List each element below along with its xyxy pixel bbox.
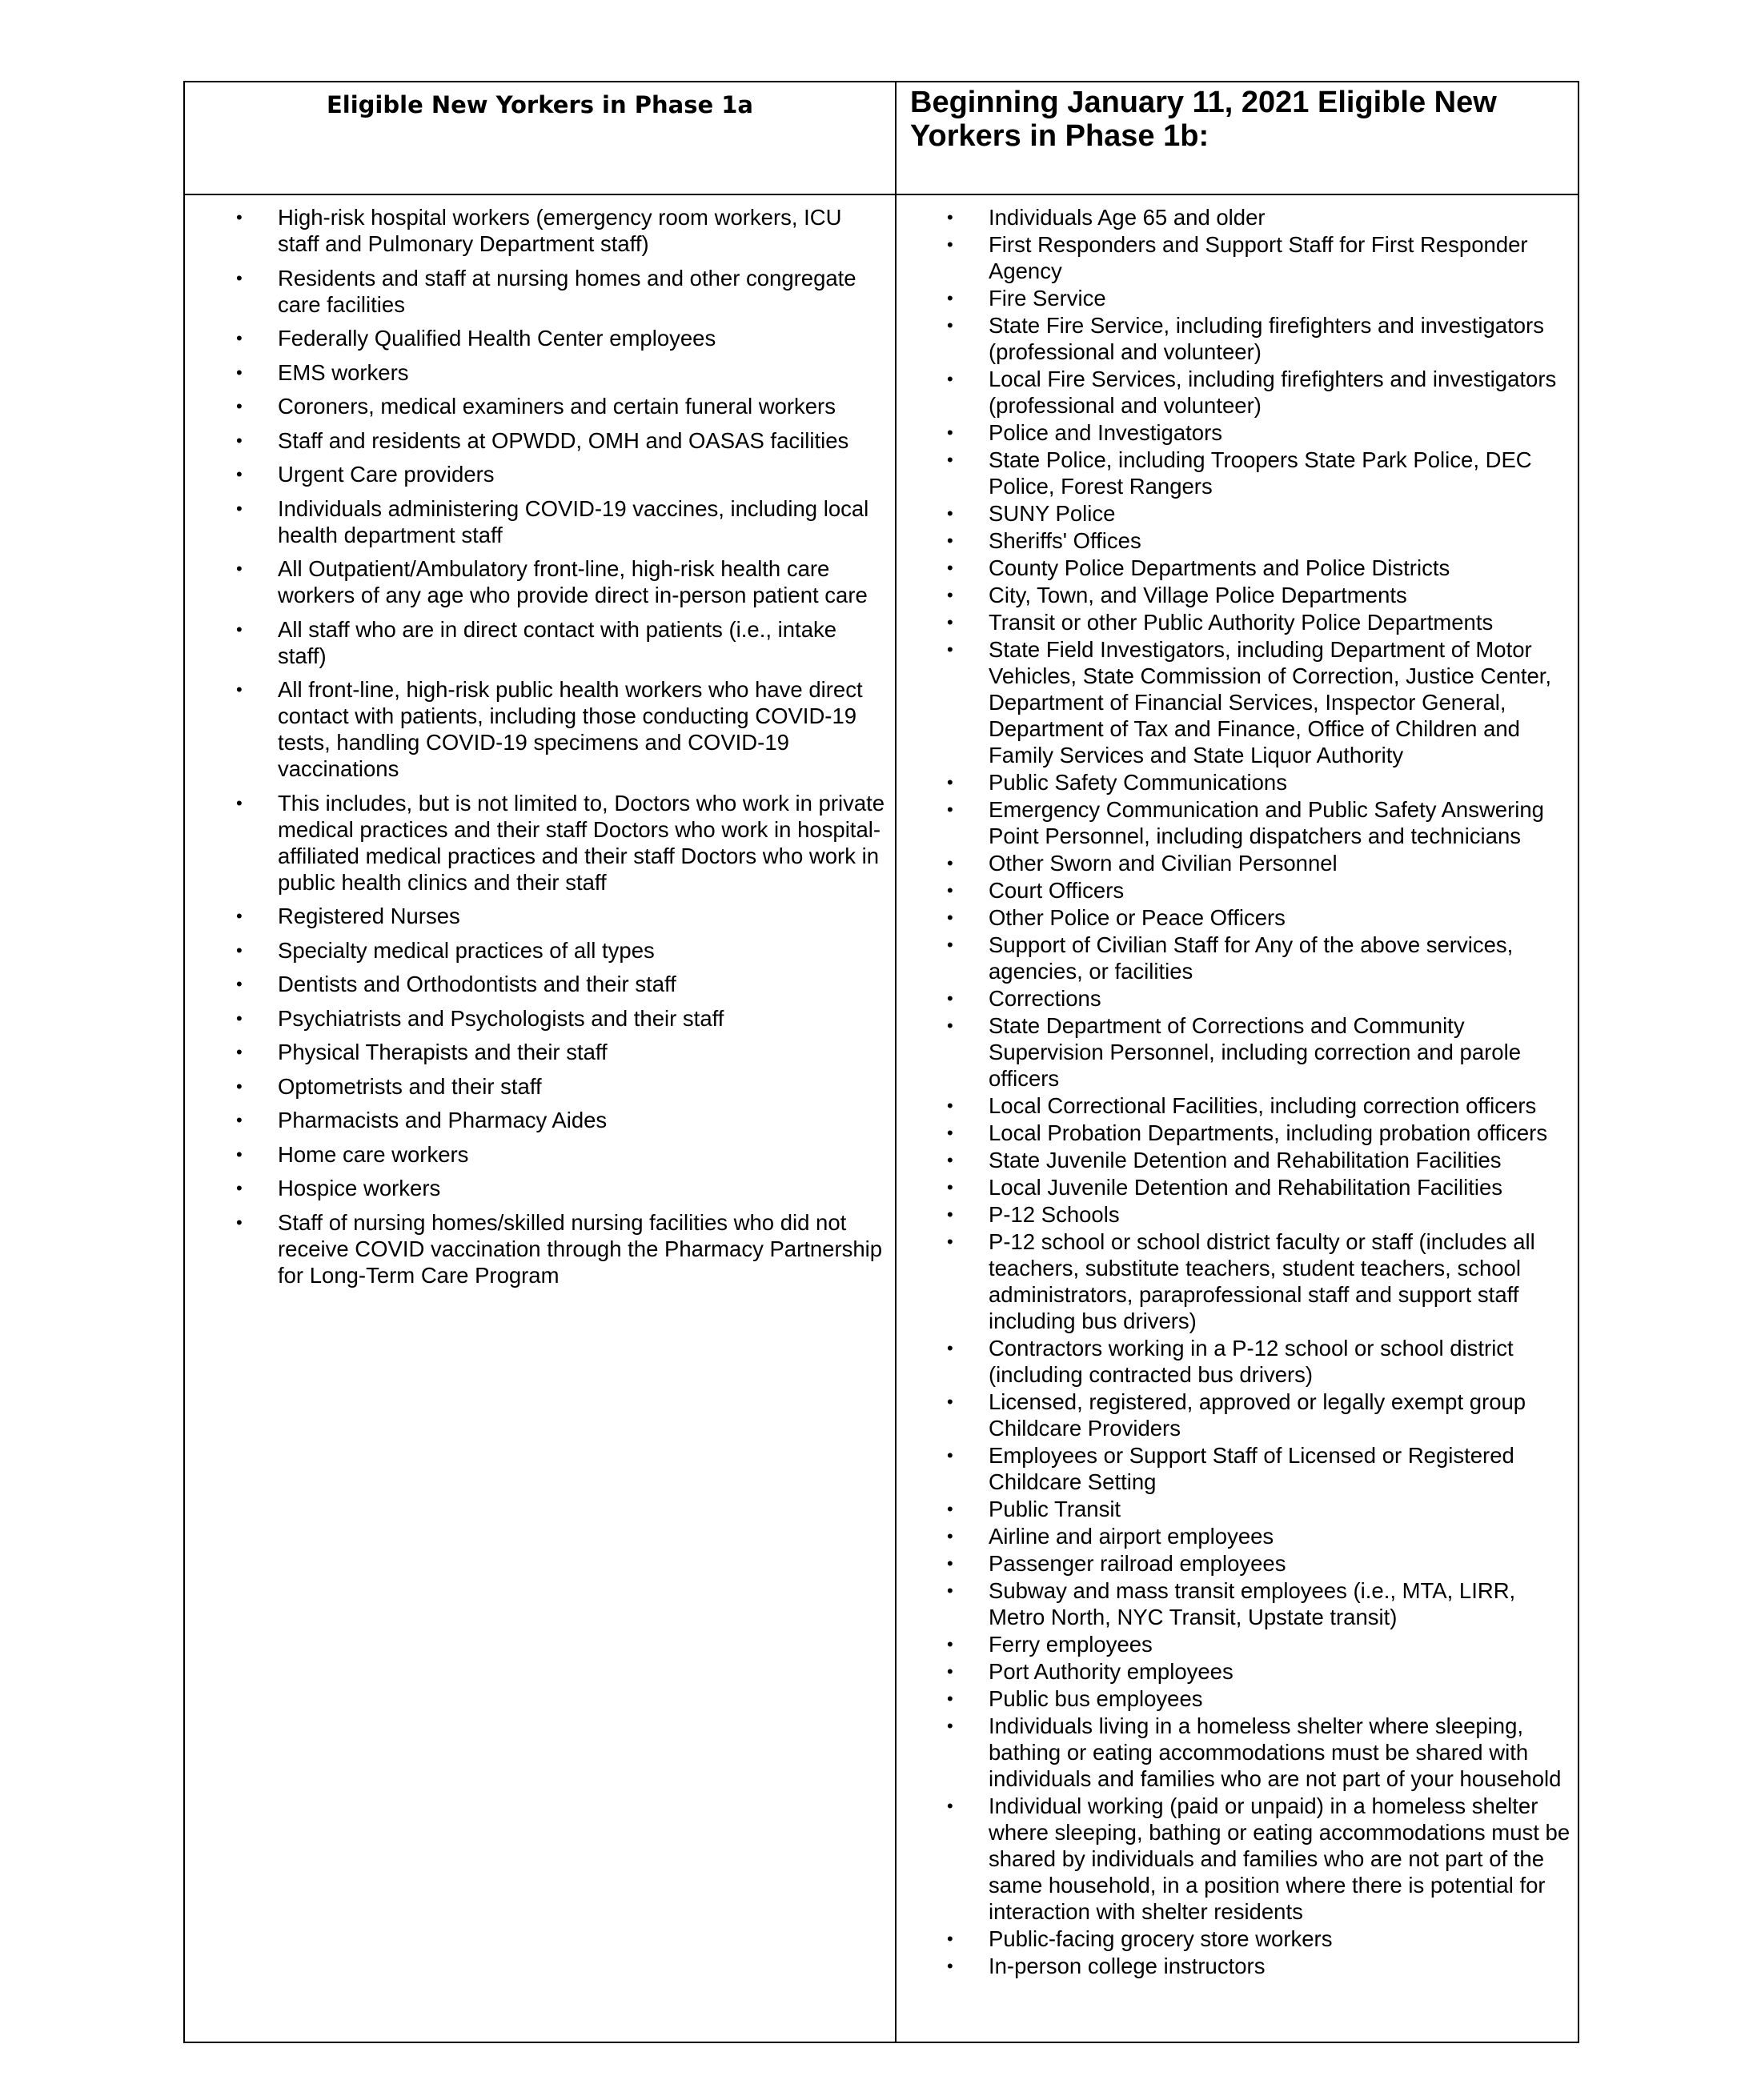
phase-1b-header: Beginning January 11, 2021 Eligible New Yorkers in Phase 1b: bbox=[910, 86, 1497, 153]
phase-1b-list-item: • Local Juvenile Detention and Rehabilitation Facilities bbox=[989, 1174, 1573, 1200]
phase-1b-list-item: • Support of Civilian Staff for Any of the above services, agencies, or facilities bbox=[989, 932, 1573, 984]
phase-1a-list-item: • Staff and residents at OPWDD, OMH and OASAS facilities bbox=[278, 427, 886, 454]
phase-1a-list-item: • Staff of nursing homes/skilled nursing facilities who did not receive COVID vaccination through the Pharmacy Partnership for Long-Term Care Program bbox=[278, 1209, 886, 1288]
phase-1a-list-item: • Urgent Care providers bbox=[278, 461, 886, 487]
phase-1a-list-item: • Optometrists and their staff bbox=[278, 1073, 886, 1100]
phase-1b-list-item: • Fire Service bbox=[989, 285, 1573, 311]
phase-1b-list-item: • SUNY Police bbox=[989, 500, 1573, 527]
phase-1a-list-item: • Dentists and Orthodontists and their staff bbox=[278, 971, 886, 997]
phase-1b-list-item: • Individuals Age 65 and older bbox=[989, 204, 1573, 230]
phase-1b-list-item: • Subway and mass transit employees (i.e., MTA, LIRR, Metro North, NYC Transit, Upstate transit) bbox=[989, 1577, 1573, 1630]
phase-1b-list-item: • Individual working (paid or unpaid) in a homeless shelter where sleeping, bathing or eating accommodations must be shared by individuals and families who are not part of the same household, in a position where there is potential for interaction with shelter residents bbox=[989, 1793, 1573, 1925]
phase-1a-list-item: • High-risk hospital workers (emergency room workers, ICU staff and Pulmonary Department staff) bbox=[278, 204, 886, 257]
phase-1a-header: Eligible New Yorkers in Phase 1a bbox=[326, 91, 753, 118]
phase-1b-list-item: • Public-facing grocery store workers bbox=[989, 1926, 1573, 1952]
phase-1b-list-item: • Contractors working in a P-12 school or school district (including contracted bus drivers) bbox=[989, 1335, 1573, 1388]
eligibility-table bbox=[183, 81, 1579, 2043]
phase-1a-list-item: • All Outpatient/Ambulatory front-line, high-risk health care workers of any age who provide direct in-person patient care bbox=[278, 555, 886, 608]
phase-1b-list-item: • Local Fire Services, including firefighters and investigators (professional and volunteer) bbox=[989, 366, 1573, 419]
phase-1b-list-item: • Court Officers bbox=[989, 877, 1573, 904]
phase-1b-list-item: • State Police, including Troopers State Park Police, DEC Police, Forest Rangers bbox=[989, 447, 1573, 499]
phase-1b-list-item: • Sheriffs' Offices bbox=[989, 527, 1573, 554]
phase-1b-list-item: • Public bus employees bbox=[989, 1685, 1573, 1712]
phase-1b-list bbox=[989, 204, 1573, 1980]
phase-1a-list-item: • Psychiatrists and Psychologists and their staff bbox=[278, 1005, 886, 1032]
phase-1a-list-item: • All front-line, high-risk public health workers who have direct contact with patients, including those conducting COVID-19 tests, handling COVID-19 specimens and COVID-19 vaccinations bbox=[278, 676, 886, 782]
phase-1a-list-item: • Pharmacists and Pharmacy Aides bbox=[278, 1107, 886, 1133]
phase-1a-list bbox=[278, 204, 886, 1296]
phase-1b-list-item: • P-12 Schools bbox=[989, 1201, 1573, 1228]
phase-1a-list-item: • Coroners, medical examiners and certain funeral workers bbox=[278, 393, 886, 419]
phase-1a-list-item: • Individuals administering COVID-19 vaccines, including local health department staff bbox=[278, 495, 886, 548]
phase-1b-list-item: • State Department of Corrections and Community Supervision Personnel, including correction and parole officers bbox=[989, 1012, 1573, 1092]
phase-1a-list-item: • Home care workers bbox=[278, 1141, 886, 1168]
phase-1b-list-item: • Transit or other Public Authority Police Departments bbox=[989, 609, 1573, 635]
phase-1a-list-item: • All staff who are in direct contact with patients (i.e., intake staff) bbox=[278, 616, 886, 669]
phase-1b-list-item: • First Responders and Support Staff for First Responder Agency bbox=[989, 231, 1573, 284]
phase-1b-list-item: • Other Police or Peace Officers bbox=[989, 904, 1573, 931]
phase-1b-list-item: • City, Town, and Village Police Departments bbox=[989, 582, 1573, 608]
phase-1a-list-item: • Physical Therapists and their staff bbox=[278, 1039, 886, 1065]
phase-1b-list-item: • Ferry employees bbox=[989, 1631, 1573, 1657]
phase-1b-list-item: • Public Safety Communications bbox=[989, 769, 1573, 796]
phase-1b-list-item: • Port Authority employees bbox=[989, 1658, 1573, 1685]
phase-1b-list-item: • In-person college instructors bbox=[989, 1953, 1573, 1979]
phase-1b-list-item: • P-12 school or school district faculty or staff (includes all teachers, substitute teachers, student teachers, school administrators, paraprofessional staff and support staff including bus drivers) bbox=[989, 1228, 1573, 1334]
phase-1b-list-item: • State Juvenile Detention and Rehabilitation Facilities bbox=[989, 1147, 1573, 1173]
phase-1a-list-item: • Federally Qualified Health Center employees bbox=[278, 325, 886, 351]
phase-1b-list-item: • Local Correctional Facilities, including correction officers bbox=[989, 1092, 1573, 1119]
phase-1b-list-item: • Other Sworn and Civilian Personnel bbox=[989, 850, 1573, 876]
phase-1a-list-item: • EMS workers bbox=[278, 359, 886, 386]
phase-1b-list-item: • Licensed, registered, approved or legally exempt group Childcare Providers bbox=[989, 1389, 1573, 1441]
phase-1a-list-item: • Residents and staff at nursing homes and other congregate care facilities bbox=[278, 265, 886, 318]
phase-1b-list-item: • Individuals living in a homeless shelter where sleeping, bathing or eating accommodations must be shared with individuals and families who are not part of your household bbox=[989, 1713, 1573, 1792]
phase-1b-list-item: • Police and Investigators bbox=[989, 419, 1573, 446]
phase-1b-list-item: • Emergency Communication and Public Safety Answering Point Personnel, including dispatchers and technicians bbox=[989, 796, 1573, 849]
phase-1b-list-item: • County Police Departments and Police Districts bbox=[989, 555, 1573, 581]
phase-1b-list-item: • State Field Investigators, including Department of Motor Vehicles, State Commission of Correction, Justice Center, Department of Financial Services, Inspector General, Department of Tax and Finance, Office of Children and Family Services and State Liquor Authority bbox=[989, 636, 1573, 768]
phase-1a-list-item: • Registered Nurses bbox=[278, 903, 886, 929]
phase-1b-list-item: • Local Probation Departments, including probation officers bbox=[989, 1120, 1573, 1146]
phase-1a-list-item: • This includes, but is not limited to, Doctors who work in private medical practices and their staff Doctors who work in hospital-affiliated medical practices and their staff Doctors who work in public health clinics and their staff bbox=[278, 790, 886, 896]
phase-1b-list-item: • Passenger railroad employees bbox=[989, 1550, 1573, 1577]
phase-1a-list-item: • Hospice workers bbox=[278, 1175, 886, 1201]
phase-1b-list-item: • Airline and airport employees bbox=[989, 1523, 1573, 1549]
phase-1b-list-item: • Employees or Support Staff of Licensed or Registered Childcare Setting bbox=[989, 1442, 1573, 1495]
phase-1b-list-item: • State Fire Service, including firefighters and investigators (professional and volunteer) bbox=[989, 312, 1573, 365]
column-divider bbox=[895, 82, 897, 2042]
header-divider bbox=[185, 194, 1578, 195]
phase-1b-list-item: • Corrections bbox=[989, 985, 1573, 1012]
phase-1b-list-item: • Public Transit bbox=[989, 1496, 1573, 1522]
phase-1a-list-item: • Specialty medical practices of all types bbox=[278, 937, 886, 964]
